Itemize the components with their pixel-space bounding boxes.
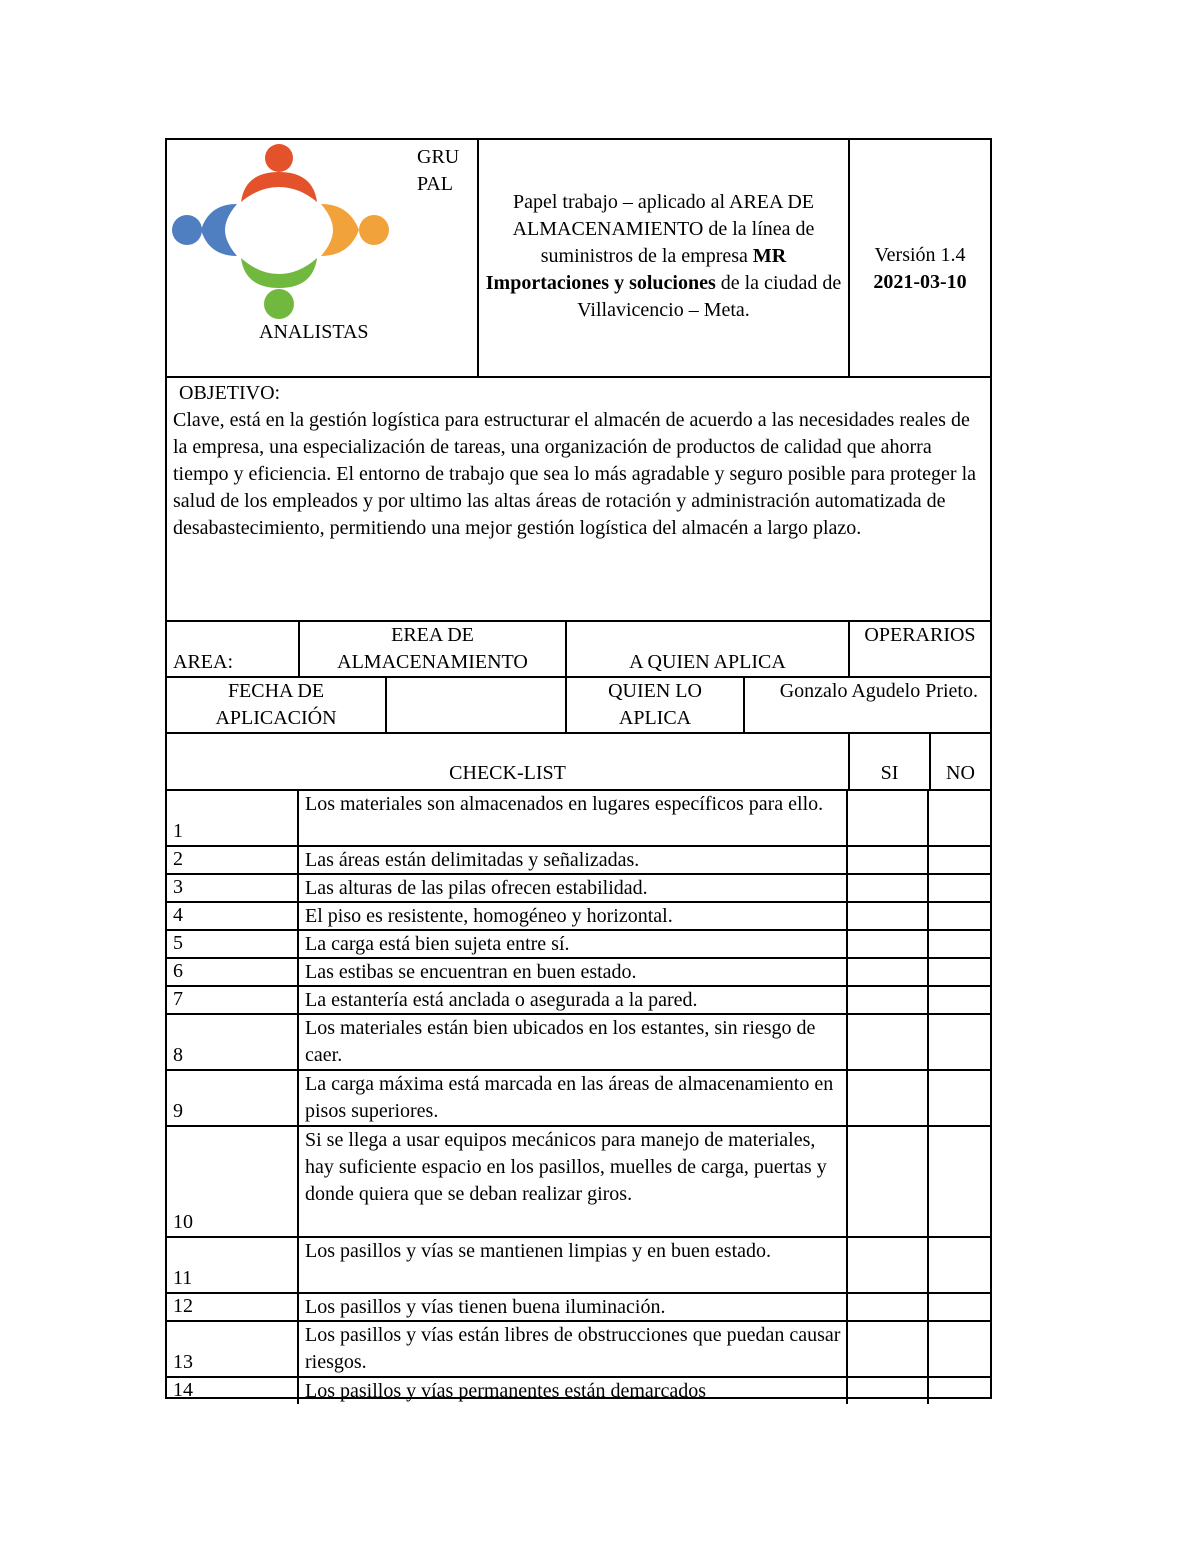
yes-checkbox-cell[interactable] — [848, 1071, 927, 1125]
logo-word-1: GRU — [417, 146, 460, 168]
no-checkbox-cell[interactable] — [929, 1015, 990, 1069]
yes-checkbox-cell[interactable] — [848, 903, 927, 929]
applied-by-value: Gonzalo Agudelo Prieto. — [743, 676, 990, 732]
table-row — [167, 845, 990, 873]
logo-word-3: ANALISTAS — [259, 321, 369, 343]
yes-checkbox-cell[interactable] — [848, 1015, 927, 1069]
yes-checkbox-cell[interactable] — [848, 987, 927, 1013]
row-number: 4 — [173, 904, 183, 926]
table-row — [167, 1069, 990, 1125]
no-checkbox-cell[interactable] — [929, 1238, 990, 1292]
row-number: 7 — [173, 988, 183, 1010]
table-row — [167, 901, 990, 929]
people-circle-icon — [169, 142, 399, 332]
area-value: EREA DE ALMACENAMIENTO — [298, 622, 565, 676]
no-checkbox-cell[interactable] — [929, 791, 990, 845]
row-number: 3 — [173, 876, 183, 898]
yes-checkbox-cell[interactable] — [848, 1238, 927, 1292]
row-number: 11 — [173, 1267, 193, 1289]
table-row — [167, 789, 990, 845]
row-text: Los pasillos y vías están libres de obstrucciones que puedan causar riesgos. — [305, 1324, 841, 1373]
application-date-value — [385, 676, 565, 732]
row-number: 9 — [173, 1100, 183, 1122]
no-checkbox-cell[interactable] — [929, 959, 990, 985]
title-company: MR Importaciones y soluciones — [485, 245, 787, 294]
version-text: Versión 1.4 — [874, 244, 966, 266]
row-text: Los pasillos y vías se mantienen limpias y en buen estado. — [305, 1240, 772, 1262]
version-cell — [848, 140, 990, 376]
application-date-label: FECHA DE APLICACIÓN — [167, 676, 385, 732]
no-checkbox-cell[interactable] — [929, 903, 990, 929]
row-text: Los pasillos y vías permanentes están demarcados — [305, 1380, 706, 1402]
table-row — [167, 1125, 990, 1236]
no-column-header: NO — [929, 734, 990, 789]
yes-checkbox-cell[interactable] — [848, 959, 927, 985]
applies-to-label: A QUIEN APLICA — [565, 622, 848, 676]
info-block — [165, 620, 992, 734]
no-checkbox-cell[interactable] — [929, 931, 990, 957]
no-checkbox-cell[interactable] — [929, 987, 990, 1013]
yes-checkbox-cell[interactable] — [848, 847, 927, 873]
yes-checkbox-cell[interactable] — [848, 1294, 927, 1320]
table-row — [167, 929, 990, 957]
row-number: 14 — [173, 1379, 193, 1401]
table-row — [167, 957, 990, 985]
row-number: 2 — [173, 848, 183, 870]
row-text: Si se llega a usar equipos mecánicos para manejo de materiales, hay suficiente espacio en los pasillos, muelles de carga, puertas y donde quiera que se deban realizar giros. — [305, 1129, 827, 1205]
grupal-analistas-logo — [169, 142, 399, 332]
area-label: AREA: — [173, 651, 233, 673]
checklist-title: CHECK-LIST — [449, 762, 566, 784]
header-block — [165, 138, 992, 378]
applied-by-label: QUIEN LO APLICA — [565, 676, 743, 732]
no-checkbox-cell[interactable] — [929, 1378, 990, 1404]
row-text: Los materiales están bien ubicados en los estantes, sin riesgo de caer. — [305, 1017, 816, 1066]
row-text: La carga máxima está marcada en las áreas de almacenamiento en pisos superiores. — [305, 1073, 834, 1122]
table-row — [167, 1292, 990, 1320]
no-checkbox-cell[interactable] — [929, 847, 990, 873]
row-number: 1 — [173, 820, 183, 842]
yes-checkbox-cell[interactable] — [848, 1322, 927, 1376]
yes-checkbox-cell[interactable] — [848, 875, 927, 901]
document-title — [477, 140, 848, 376]
row-text: La estantería está anclada o asegurada a la pared. — [305, 989, 698, 1011]
row-number: 10 — [173, 1211, 193, 1233]
row-number: 12 — [173, 1295, 193, 1317]
row-number: 13 — [173, 1351, 193, 1373]
title-part-1: Papel trabajo – aplicado al AREA DE ALMACENAMIENTO de la línea de suministros de la empresa — [512, 191, 815, 267]
title-part-2: de la ciudad de Villavicencio – Meta. — [577, 272, 842, 321]
table-row — [167, 1376, 990, 1404]
table-row — [167, 1013, 990, 1069]
no-checkbox-cell[interactable] — [929, 875, 990, 901]
row-number: 6 — [173, 960, 183, 982]
yes-checkbox-cell[interactable] — [848, 791, 927, 845]
yes-checkbox-cell[interactable] — [848, 931, 927, 957]
row-text: Las estibas se encuentran en buen estado. — [305, 961, 637, 983]
table-row — [167, 873, 990, 901]
no-checkbox-cell[interactable] — [929, 1071, 990, 1125]
row-text: Las alturas de las pilas ofrecen estabilidad. — [305, 877, 648, 899]
table-row — [167, 985, 990, 1013]
logo-word-2: PAL — [417, 173, 453, 195]
row-number: 5 — [173, 932, 183, 954]
objective-text: Clave, está en la gestión logística para estructurar el almacén de acuerdo a las necesidades reales de la empresa, una especialización de tareas, una organización de productos de calidad que ahorra tiempo y eficiencia. El entorno de trabajo que sea lo más agradable y seguro posible para proteger la salud de los empleados y por ultimo las altas áreas de rotación y administración automatizada de desabastecimiento, permitiendo una mejor gestión logística del almacén a largo plazo. — [173, 409, 977, 539]
table-row — [167, 1236, 990, 1292]
row-text: Los materiales son almacenados en lugares específicos para ello. — [305, 793, 824, 815]
applies-to-value: OPERARIOS — [848, 622, 990, 676]
objective-block — [165, 376, 992, 622]
version-date: 2021-03-10 — [873, 271, 967, 293]
yes-checkbox-cell[interactable] — [848, 1127, 927, 1236]
checklist-table — [165, 732, 992, 1402]
objective-label: OBJETIVO: — [179, 382, 281, 404]
no-checkbox-cell[interactable] — [929, 1294, 990, 1320]
yes-column-header: SI — [848, 734, 929, 789]
row-text: El piso es resistente, homogéneo y horizontal. — [305, 905, 673, 927]
no-checkbox-cell[interactable] — [929, 1127, 990, 1236]
yes-checkbox-cell[interactable] — [848, 1378, 927, 1404]
row-text: Las áreas están delimitadas y señalizadas. — [305, 849, 640, 871]
table-row — [167, 1320, 990, 1376]
no-checkbox-cell[interactable] — [929, 1322, 990, 1376]
row-number: 8 — [173, 1044, 183, 1066]
row-text: Los pasillos y vías tienen buena iluminación. — [305, 1296, 666, 1318]
row-text: La carga está bien sujeta entre sí. — [305, 933, 570, 955]
